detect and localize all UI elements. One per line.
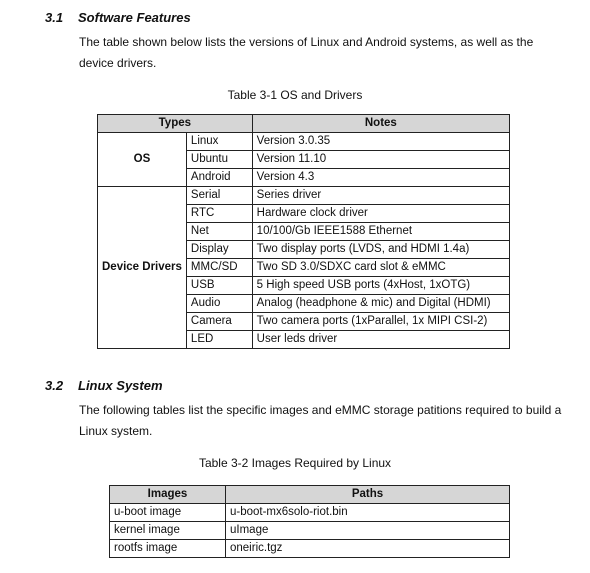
type-cell: Display xyxy=(186,241,252,259)
section-paragraph-3-1: The table shown below lists the versions of Linux and Android systems, as well as the device drivers. xyxy=(79,35,534,70)
type-cell: Camera xyxy=(186,313,252,331)
type-cell: Android xyxy=(186,169,252,187)
table-caption-3-1: Table 3-1 OS and Drivers xyxy=(227,88,363,102)
table-header-row xyxy=(110,486,510,504)
notes-cell: User leds driver xyxy=(252,331,509,349)
notes-cell: Version 3.0.35 xyxy=(252,133,509,151)
type-cell: MMC/SD xyxy=(186,259,252,277)
os-drivers-table xyxy=(97,114,510,349)
table-row xyxy=(98,133,510,151)
os-drivers-table-body xyxy=(98,133,510,349)
table-row xyxy=(110,504,510,522)
notes-cell: Analog (headphone & mic) and Digital (HDMI) xyxy=(252,295,509,313)
section-number: 3.1 xyxy=(45,10,64,25)
notes-cell: Series driver xyxy=(252,187,509,205)
type-cell: LED xyxy=(186,331,252,349)
section-heading-3-2 xyxy=(45,378,163,393)
notes-cell: Two display ports (LVDS, and HDMI 1.4a) xyxy=(252,241,509,259)
section-heading-3-1 xyxy=(45,10,191,25)
header-types: Types xyxy=(98,115,253,133)
table-row xyxy=(110,540,510,558)
table-caption-3-2: Table 3-2 Images Required by Linux xyxy=(198,456,392,470)
notes-cell: Version 4.3 xyxy=(252,169,509,187)
path-cell: u-boot-mx6solo-riot.bin xyxy=(226,504,510,522)
image-cell: kernel image xyxy=(110,522,226,540)
header-images: Images xyxy=(110,486,226,504)
notes-cell: 5 High speed USB ports (4xHost, 1xOTG) xyxy=(252,277,509,295)
section-title: Software Features xyxy=(78,10,191,25)
type-cell: Serial xyxy=(186,187,252,205)
group-label: OS xyxy=(98,133,187,187)
notes-cell: Two camera ports (1xParallel, 1x MIPI CSI-2) xyxy=(252,313,509,331)
table-header-row xyxy=(98,115,510,133)
notes-cell: 10/100/Gb IEEE1588 Ethernet xyxy=(252,223,509,241)
type-cell: RTC xyxy=(186,205,252,223)
image-cell: rootfs image xyxy=(110,540,226,558)
section-paragraph-3-2: The following tables list the specific images and eMMC storage patitions required to build a Linux system. xyxy=(79,403,562,438)
images-table-body xyxy=(110,504,510,558)
header-notes: Notes xyxy=(252,115,509,133)
image-cell: u-boot image xyxy=(110,504,226,522)
section-number: 3.2 xyxy=(45,378,64,393)
section-title: Linux System xyxy=(78,378,163,393)
table-row xyxy=(110,522,510,540)
type-cell: Net xyxy=(186,223,252,241)
path-cell: oneiric.tgz xyxy=(226,540,510,558)
type-cell: USB xyxy=(186,277,252,295)
type-cell: Ubuntu xyxy=(186,151,252,169)
type-cell: Audio xyxy=(186,295,252,313)
header-paths: Paths xyxy=(226,486,510,504)
images-table xyxy=(109,485,510,558)
group-label: Device Drivers xyxy=(98,187,187,349)
type-cell: Linux xyxy=(186,133,252,151)
notes-cell: Two SD 3.0/SDXC card slot & eMMC xyxy=(252,259,509,277)
table-row xyxy=(98,187,510,205)
path-cell: uImage xyxy=(226,522,510,540)
notes-cell: Hardware clock driver xyxy=(252,205,509,223)
notes-cell: Version 11.10 xyxy=(252,151,509,169)
